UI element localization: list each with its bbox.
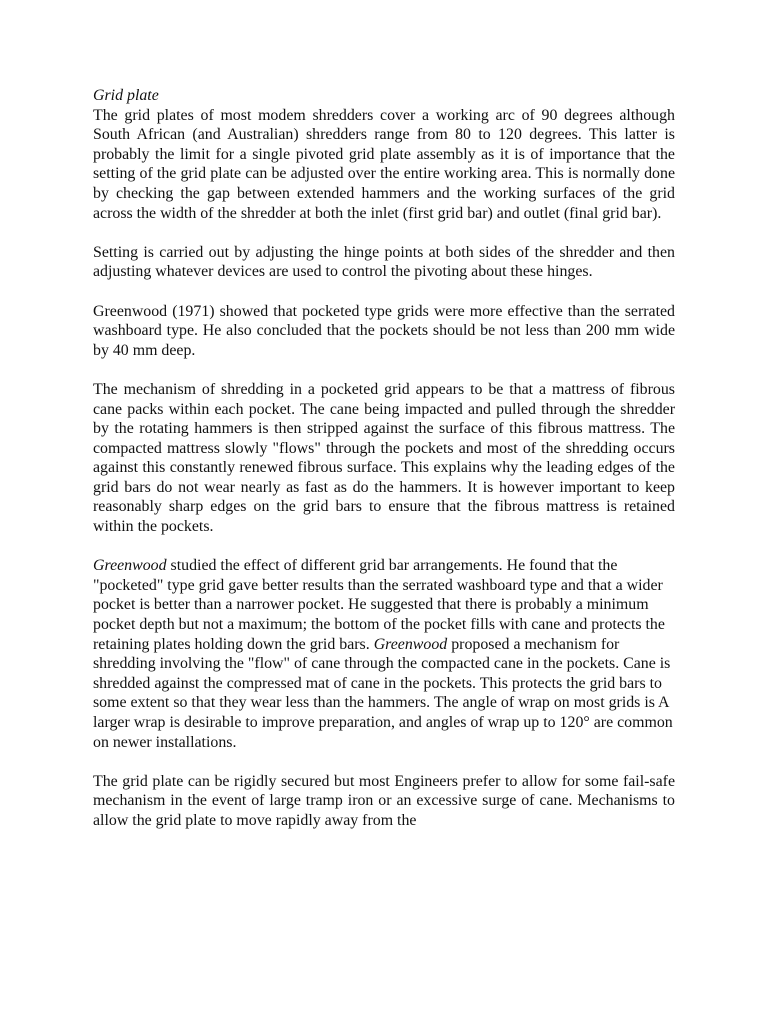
section-heading: Grid plate	[93, 87, 159, 104]
document-page	[93, 86, 675, 831]
paragraph-text: proposed a mechanism for shredding involving the "flow" of cane through the compacted cane in the pockets. Cane is shredded against the compressed mat of cane in the pockets. This protects the grid bars to some extent so that they wear less than the hammers. The angle of wrap on most grids is A larger wrap is desirable to improve preparation, and angles of wrap up to 120° are common on newer installations.	[93, 635, 673, 751]
paragraph-fail-safe: The grid plate can be rigidly secured but most Engineers prefer to allow for some fail-safe mechanism in the event of large tramp iron or an excessive surge of cane. Mechanisms to allow the grid plate to move rapidly away from the	[93, 772, 675, 829]
paragraph-working-arc: The grid plates of most modem shredders cover a working arc of 90 degrees although South African (and Australian) shredders range from 80 to 120 degrees. This latter is probably the limit for a single pivoted grid plate assembly as it is of importance that the setting of the grid plate can be adjusted over the entire working area. This is normally done by checking the gap between extended hammers and the working surfaces of the grid across the width of the shredder at both the inlet (first grid bar) and outlet (final grid bar).	[93, 106, 675, 222]
paragraph-greenwood-1971: Greenwood (1971) showed that pocketed type grids were more effective than the serrated washboard type. He also concluded that the pockets should be not less than 200 mm wide by 40 mm deep.	[93, 302, 675, 359]
paragraph-text: studied the effect of different grid bar arrangements. He found that the "pocketed" type grid gave better results than the serrated washboard type and that a wider pocket is better than a narrower pocket. He suggested that there is probably a minimum pocket depth but not a maximum; the bottom of the pocket fills with cane and protects the retaining plates holding down the grid bars.	[93, 557, 665, 653]
paragraph-shredding-mechanism: The mechanism of shredding in a pocketed grid appears to be that a mattress of fibrous cane packs within each pocket. The cane being impacted and pulled through the shredder by the rotating hammers is then stripped against the surface of this fibrous mattress. The compacted mattress slowly "flows" through the pockets and most of the shredding occurs against this constantly renewed fibrous surface. This explains why the leading edges of the grid bars do not wear nearly as fast as do the hammers. It is however important to keep reasonably sharp edges on the grid bars to ensure that the fibrous mattress is retained within the pockets.	[93, 380, 675, 536]
author-name: Greenwood	[93, 557, 167, 575]
paragraph-setting: Setting is carried out by adjusting the hinge points at both sides of the shredder and then adjusting whatever devices are used to control the pivoting about these hinges.	[93, 243, 675, 281]
author-name: Greenwood	[373, 635, 448, 653]
paragraph-grid-bar-arrangements	[93, 556, 675, 752]
